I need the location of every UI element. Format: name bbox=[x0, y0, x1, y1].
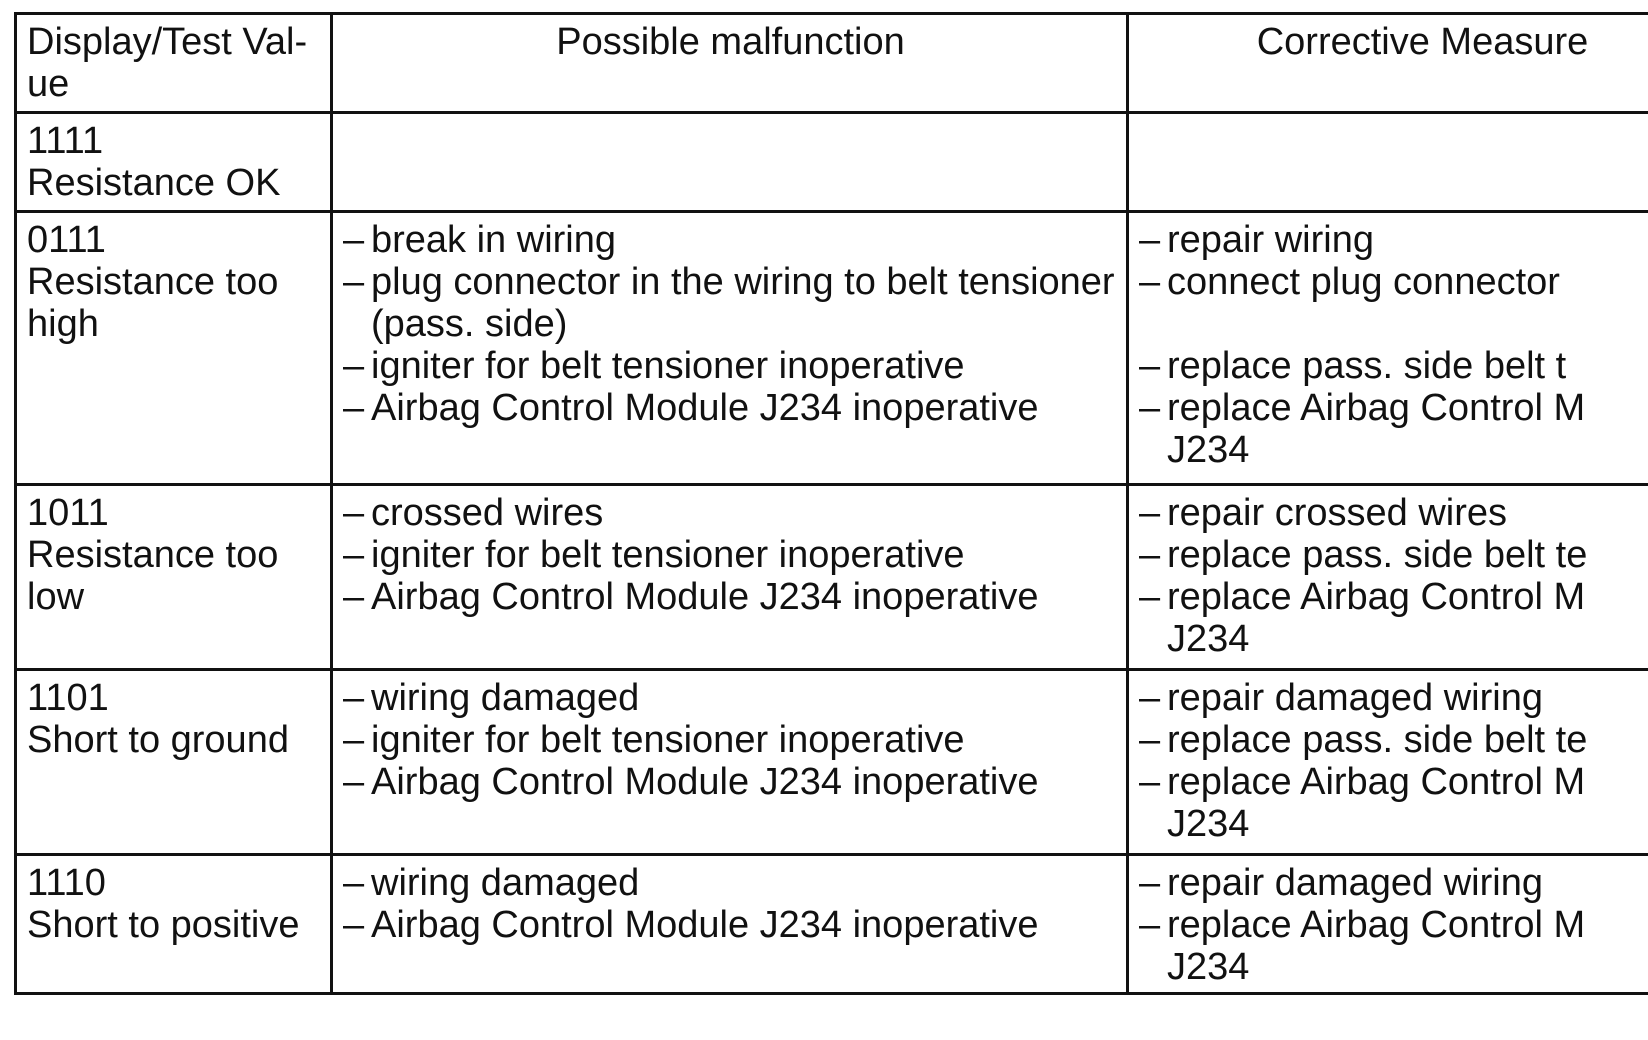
cell-measure bbox=[1128, 113, 1648, 212]
spacer bbox=[1139, 303, 1648, 345]
cell-display-value bbox=[16, 113, 332, 212]
table-row bbox=[16, 670, 1648, 855]
cell-display-value bbox=[16, 212, 332, 485]
cell-malfunction bbox=[332, 113, 1128, 212]
measure-item-cont: J234 bbox=[1167, 946, 1250, 988]
malfunction-item: – Airbag Control Module J234 inoperative bbox=[343, 904, 1039, 946]
measure-item: – replace Airbag Control M bbox=[1139, 904, 1586, 946]
malfunction-item-cont: (pass. side) bbox=[371, 303, 568, 345]
header-display-test-value-text: Display/Test Val-ue bbox=[27, 21, 308, 105]
measure-item: – repair wiring bbox=[1139, 219, 1374, 261]
cell-measure bbox=[1128, 485, 1648, 670]
measure-item: – repair damaged wiring bbox=[1139, 677, 1543, 719]
malfunction-item: – igniter for belt tensioner inoperative bbox=[343, 719, 965, 761]
measure-item: – repair crossed wires bbox=[1139, 492, 1507, 534]
malfunction-item: – wiring damaged bbox=[343, 862, 640, 904]
test-code: 1101 bbox=[27, 677, 109, 719]
malfunction-item: – igniter for belt tensioner inoperative bbox=[343, 534, 965, 576]
malfunction-item: – plug connector in the wiring to belt tensioner bbox=[343, 261, 1115, 303]
malfunction-item: – wiring damaged bbox=[343, 677, 640, 719]
measure-item-cont: J234 bbox=[1167, 618, 1250, 660]
header-display-test-value bbox=[16, 14, 332, 113]
diagnostic-table bbox=[14, 12, 1648, 995]
cell-malfunction bbox=[332, 855, 1128, 994]
cell-malfunction bbox=[332, 670, 1128, 855]
measure-item: – replace Airbag Control M bbox=[1139, 761, 1586, 803]
measure-item: – replace pass. side belt te bbox=[1139, 719, 1588, 761]
table-row bbox=[16, 113, 1648, 212]
malfunction-item: – break in wiring bbox=[343, 219, 616, 261]
cell-display-value bbox=[16, 855, 332, 994]
table-header-row bbox=[16, 14, 1648, 113]
cell-measure bbox=[1128, 212, 1648, 485]
test-status: Resistance too bbox=[27, 534, 279, 576]
malfunction-item: – Airbag Control Module J234 inoperative bbox=[343, 576, 1039, 618]
cell-malfunction bbox=[332, 485, 1128, 670]
cell-measure bbox=[1128, 855, 1648, 994]
table-row bbox=[16, 485, 1648, 670]
measure-item: – replace Airbag Control M bbox=[1139, 576, 1586, 618]
header-corrective-measure: Corrective Measure bbox=[1128, 14, 1648, 113]
test-code: 1111 bbox=[27, 120, 104, 162]
measure-item: – replace pass. side belt te bbox=[1139, 534, 1588, 576]
test-status: Resistance OK bbox=[27, 162, 281, 204]
cell-malfunction bbox=[332, 212, 1128, 485]
malfunction-item: – igniter for belt tensioner inoperative bbox=[343, 345, 965, 387]
measure-item: – replace Airbag Control M bbox=[1139, 387, 1586, 429]
test-code: 1011 bbox=[27, 492, 109, 534]
cell-display-value bbox=[16, 670, 332, 855]
header-possible-malfunction: Possible malfunction bbox=[332, 14, 1128, 113]
test-status: Resistance too bbox=[27, 261, 279, 303]
cell-measure bbox=[1128, 670, 1648, 855]
test-status: Short to ground bbox=[27, 719, 289, 761]
measure-item: – replace pass. side belt t bbox=[1139, 345, 1567, 387]
measure-item-cont: J234 bbox=[1167, 429, 1250, 471]
table-row bbox=[16, 212, 1648, 485]
test-status-cont: high bbox=[27, 303, 99, 345]
test-code: 1110 bbox=[27, 862, 106, 904]
measure-item-cont: J234 bbox=[1167, 803, 1250, 845]
cell-display-value bbox=[16, 485, 332, 670]
table-row bbox=[16, 855, 1648, 994]
malfunction-item: – Airbag Control Module J234 inoperative bbox=[343, 761, 1039, 803]
test-status-cont: low bbox=[27, 576, 85, 618]
measure-item: – connect plug connector bbox=[1139, 261, 1560, 303]
malfunction-item: – Airbag Control Module J234 inoperative bbox=[343, 387, 1039, 429]
test-code: 0111 bbox=[27, 219, 106, 261]
measure-item: – repair damaged wiring bbox=[1139, 862, 1543, 904]
malfunction-item: – crossed wires bbox=[343, 492, 604, 534]
test-status: Short to positive bbox=[27, 904, 300, 946]
